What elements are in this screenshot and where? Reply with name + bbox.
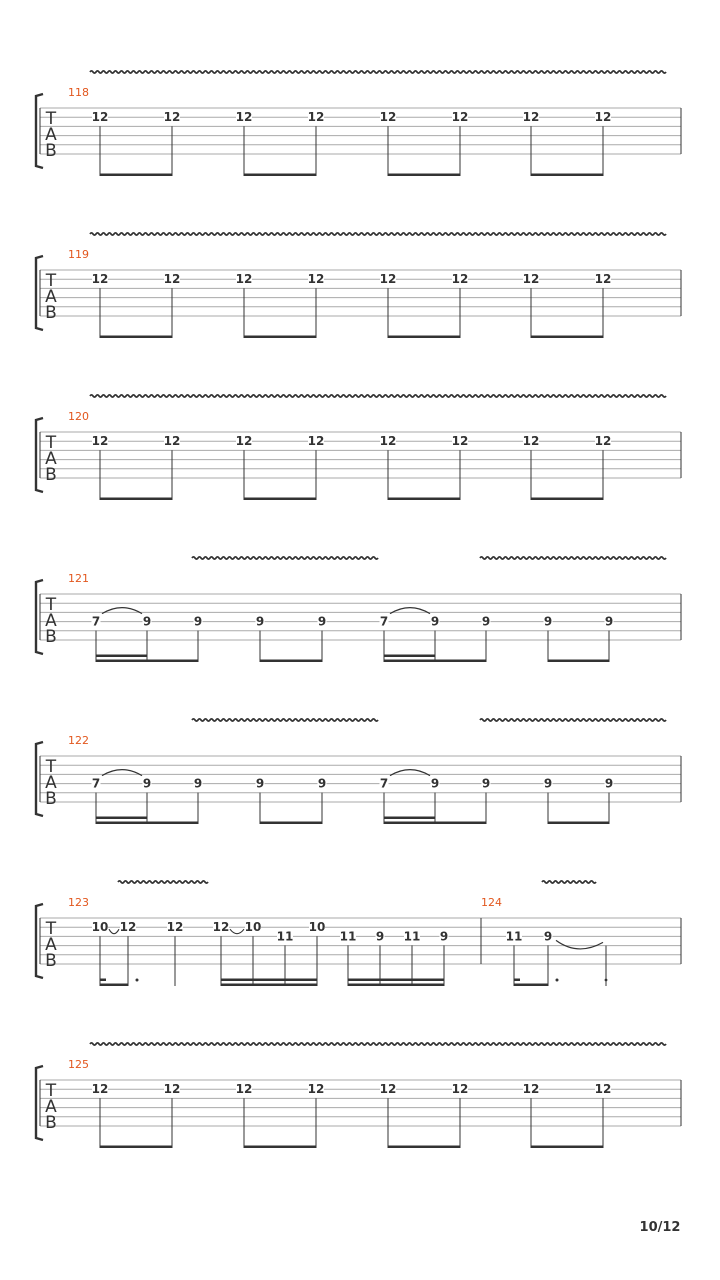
beam [100, 336, 172, 339]
fret-number: 12 [594, 434, 612, 449]
tab-clef-letter: B [45, 951, 57, 971]
fret-number: 9 [142, 776, 152, 791]
fret-number: 9 [430, 614, 440, 629]
tab-clef-letter: A [45, 611, 57, 631]
fret-number: 12 [91, 434, 109, 449]
fret-number: 7 [91, 614, 101, 629]
tab-clef-letter: B [45, 303, 57, 323]
slide-arc [109, 929, 119, 934]
fret-number: 9 [255, 776, 265, 791]
beam [531, 174, 603, 177]
tab-clef-letter: T [45, 271, 57, 291]
measure-number: 118 [68, 86, 89, 99]
beam [388, 336, 460, 339]
fret-number: 12 [163, 272, 181, 287]
vibrato-mark [542, 881, 596, 883]
fret-number: 12 [379, 434, 397, 449]
beam [96, 660, 198, 663]
vibrato-mark [118, 881, 208, 883]
fret-number: 12 [119, 920, 137, 935]
fret-number: 9 [481, 614, 491, 629]
fret-number: 12 [379, 1082, 397, 1097]
tab-clef-letter: T [45, 595, 57, 615]
fret-number: 12 [166, 920, 184, 935]
beam [531, 498, 603, 501]
fret-number: 12 [212, 920, 230, 935]
vibrato-mark [480, 719, 666, 721]
fret-number: 12 [451, 434, 469, 449]
tab-clef-letter: A [45, 773, 57, 793]
fret-number: 9 [255, 614, 265, 629]
beam [531, 1146, 603, 1149]
beam [384, 655, 435, 658]
beam [96, 822, 198, 825]
measure-number: 121 [68, 572, 89, 585]
fret-number: 12 [235, 110, 253, 125]
fret-number: 10 [91, 920, 109, 935]
vibrato-mark [192, 557, 378, 559]
measure-number: 119 [68, 248, 89, 261]
beam-stub [100, 979, 106, 982]
fret-number: 12 [307, 1082, 325, 1097]
vibrato-mark [192, 719, 378, 721]
beam [348, 979, 444, 982]
beam [100, 1146, 172, 1149]
fret-number: 12 [522, 110, 540, 125]
beam [388, 498, 460, 501]
tab-clef-letter: B [45, 789, 57, 809]
tab-clef-letter: A [45, 449, 57, 469]
fret-number: 12 [91, 272, 109, 287]
fret-number: 9 [375, 929, 385, 944]
beam [244, 336, 316, 339]
fret-number: 9 [543, 776, 553, 791]
beam-stub [514, 979, 520, 982]
fret-number: 12 [522, 434, 540, 449]
fret-number: 7 [379, 614, 389, 629]
tab-clef-letter: B [45, 465, 57, 485]
dot [136, 979, 139, 982]
tab-clef-letter: A [45, 287, 57, 307]
fret-number: 12 [163, 434, 181, 449]
beam [260, 660, 322, 663]
fret-number: 10 [308, 920, 326, 935]
beam [384, 817, 435, 820]
beam [96, 655, 147, 658]
fret-number: 11 [276, 929, 294, 944]
fret-number: 9 [604, 614, 614, 629]
fret-number: 12 [522, 272, 540, 287]
fret-number: 9 [142, 614, 152, 629]
beam [100, 498, 172, 501]
fret-number: 9 [481, 776, 491, 791]
vibrato-mark [90, 233, 666, 235]
beam [260, 822, 322, 825]
measure-number: 123 [68, 896, 89, 909]
beam [96, 817, 147, 820]
fret-number: 10 [244, 920, 262, 935]
beam [244, 174, 316, 177]
tab-staff-system [36, 557, 681, 662]
vibrato-mark [90, 1043, 666, 1045]
fret-number: 7 [379, 776, 389, 791]
fret-number: 12 [91, 1082, 109, 1097]
fret-number: 9 [193, 776, 203, 791]
measure-number: 122 [68, 734, 89, 747]
fret-number: 12 [163, 1082, 181, 1097]
fret-number: 11 [403, 929, 421, 944]
tab-clef-letter: T [45, 1081, 57, 1101]
fret-number: 12 [379, 110, 397, 125]
vibrato-mark [480, 557, 666, 559]
beam [388, 174, 460, 177]
fret-number: 9 [193, 614, 203, 629]
page-number: 10/12 [639, 1220, 681, 1235]
fret-number: 9 [439, 929, 449, 944]
beam [244, 1146, 316, 1149]
tab-staff-system [36, 881, 681, 986]
tie-arc [556, 940, 603, 949]
beam [548, 660, 609, 663]
fret-number: 9 [543, 929, 553, 944]
fret-number: 12 [594, 1082, 612, 1097]
beam [514, 984, 548, 987]
slide-arc [230, 929, 244, 934]
beam [221, 979, 317, 982]
fret-number: 9 [317, 614, 327, 629]
dot [605, 979, 608, 982]
fret-number: 12 [594, 272, 612, 287]
beam [221, 984, 317, 987]
tab-clef-letter: T [45, 757, 57, 777]
measure-number: 125 [68, 1058, 89, 1071]
tab-clef-letter: A [45, 125, 57, 145]
tab-clef-letter: T [45, 109, 57, 129]
vibrato-mark [90, 71, 666, 73]
beam [384, 660, 486, 663]
fret-number: 9 [604, 776, 614, 791]
fret-number: 12 [451, 110, 469, 125]
beam [548, 822, 609, 825]
tab-clef-letter: B [45, 1113, 57, 1133]
tab-clef-letter: B [45, 627, 57, 647]
fret-number: 12 [235, 272, 253, 287]
measure-number: 124 [481, 896, 502, 909]
fret-number: 12 [307, 434, 325, 449]
beam [384, 822, 486, 825]
tab-staff-system [36, 395, 681, 500]
fret-number: 12 [163, 110, 181, 125]
fret-number: 12 [379, 272, 397, 287]
dot [556, 979, 559, 982]
beam [244, 498, 316, 501]
tab-clef-letter: A [45, 1097, 57, 1117]
tab-staff-system [36, 233, 681, 338]
tab-clef-letter: A [45, 935, 57, 955]
fret-number: 11 [339, 929, 357, 944]
fret-number: 12 [307, 110, 325, 125]
tab-staff-system [36, 71, 681, 176]
beam [348, 984, 444, 987]
tab-staff-system [36, 719, 681, 824]
fret-number: 12 [307, 272, 325, 287]
beam [531, 336, 603, 339]
fret-number: 12 [451, 1082, 469, 1097]
fret-number: 12 [235, 1082, 253, 1097]
tab-clef-letter: T [45, 433, 57, 453]
tab-staff-system [36, 1043, 681, 1148]
fret-number: 9 [430, 776, 440, 791]
fret-number: 12 [522, 1082, 540, 1097]
tab-clef-letter: T [45, 919, 57, 939]
fret-number: 12 [594, 110, 612, 125]
tab-clef-letter: B [45, 141, 57, 161]
fret-number: 9 [317, 776, 327, 791]
vibrato-mark [90, 395, 666, 397]
fret-number: 9 [543, 614, 553, 629]
beam [100, 174, 172, 177]
fret-number: 11 [505, 929, 523, 944]
fret-number: 7 [91, 776, 101, 791]
beam [388, 1146, 460, 1149]
fret-number: 12 [235, 434, 253, 449]
beam [100, 984, 128, 987]
measure-number: 120 [68, 410, 89, 423]
fret-number: 12 [451, 272, 469, 287]
fret-number: 12 [91, 110, 109, 125]
